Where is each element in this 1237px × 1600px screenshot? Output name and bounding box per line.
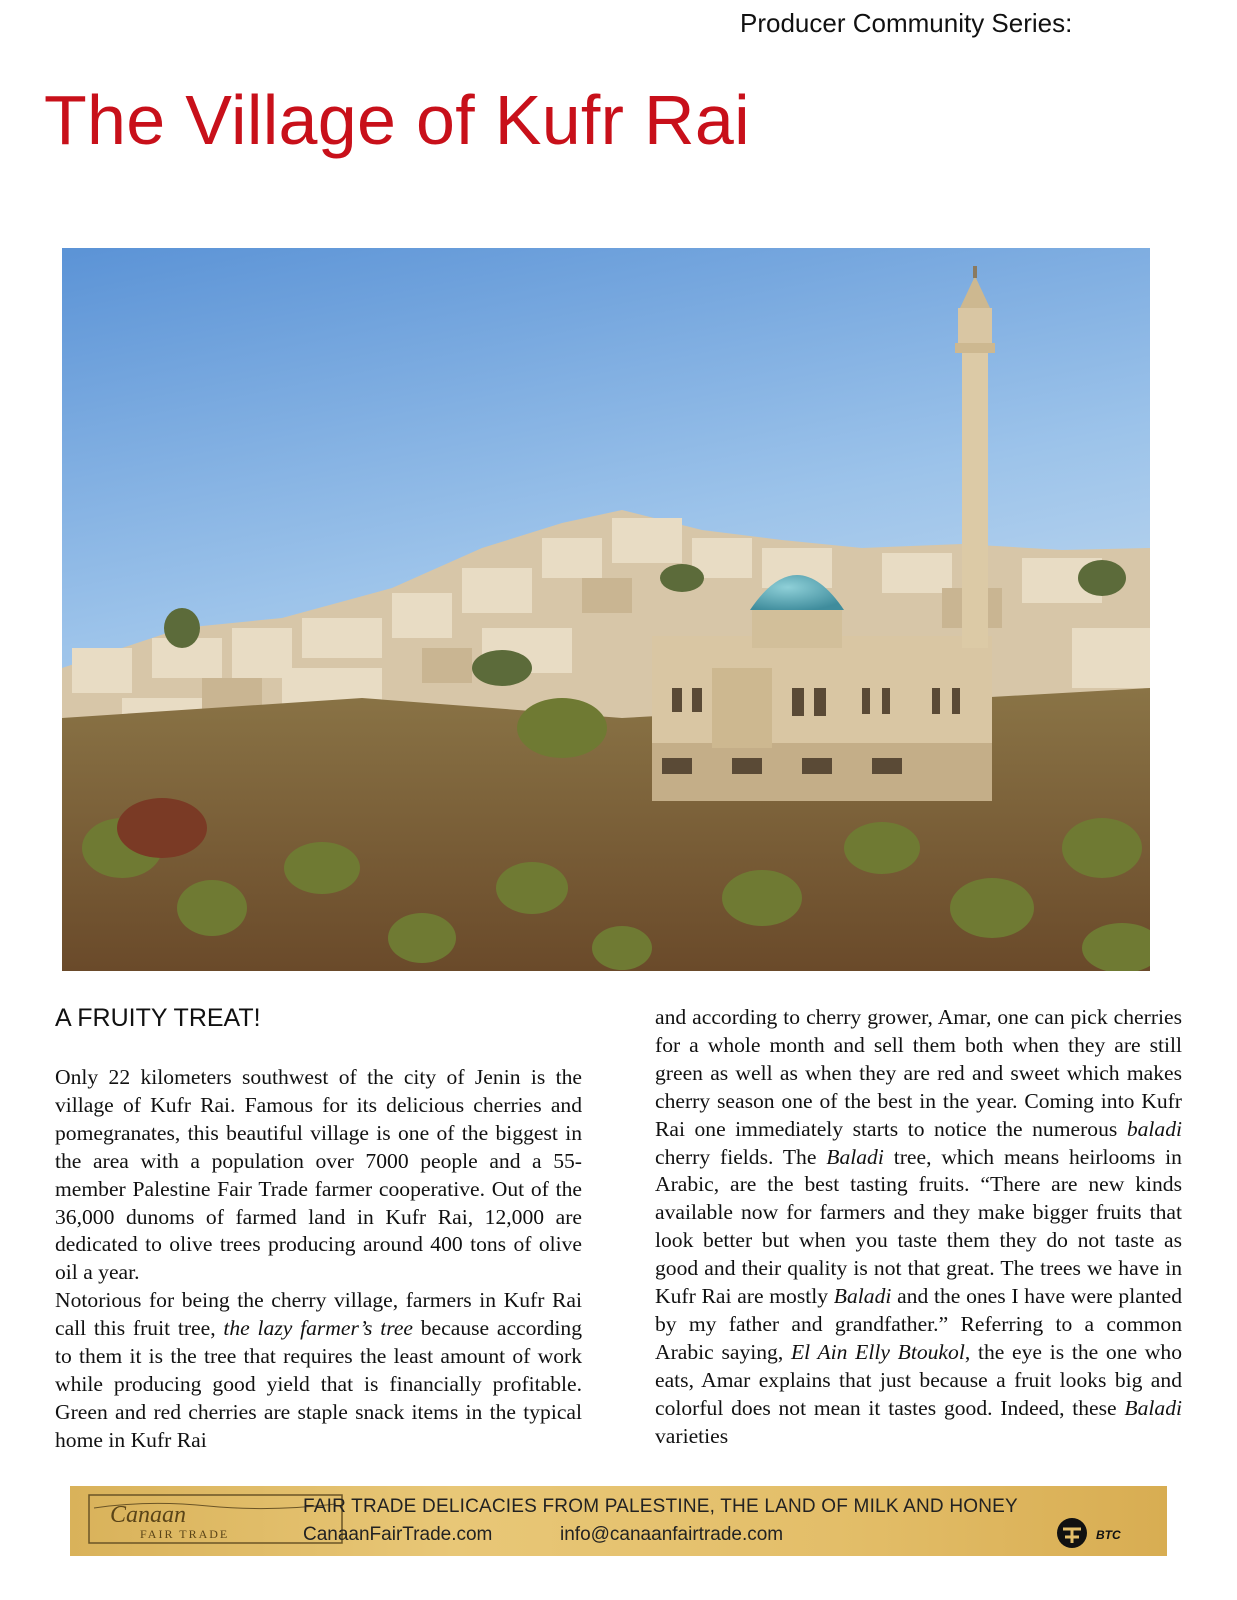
footer-banner [70,1486,1167,1556]
btc-logo-icon [1055,1516,1089,1550]
page-title: The Village of Kufr Rai [44,81,750,159]
section-heading: A FRUITY TREAT! [55,1004,261,1032]
website-link[interactable]: CanaanFairTrade.com [303,1524,493,1545]
series-label: Producer Community Series: [740,8,1073,38]
article-column-right [655,1004,1182,1451]
village-photo [62,248,1150,971]
svg-text:FAIR TRADE: FAIR TRADE [140,1527,230,1541]
btc-label: BTC [1096,1528,1121,1542]
paragraph-cherry-village: Notorious for being the cherry village, farmers in Kufr Rai call this fruit tree, the lazy farmer’s tree because according to them it is the tree that requires the least amount of work while producing good yield that is financially profitable. Green and red cherries are staple snack items in the typical home in Kufr Rai [55,1288,582,1452]
svg-text:Canaan: Canaan [110,1502,187,1528]
paragraph-intro: Only 22 kilometers southwest of the city of Jenin is the village of Kufr Rai. Famous for its delicious cherries and pomegranates, this beautiful village is one of the biggest in the area with a population over 7000 people and a 55-member Palestine Fair Trade farmer cooperative. Out of the 36,000 dunoms of farmed land in Kufr Rai, 12,000 are dedicated to olive trees producing around 400 tons of olive oil a year. [55,1065,582,1285]
email-link[interactable]: info@canaanfairtrade.com [560,1524,784,1545]
article-column-left [55,1064,582,1455]
banner-tagline: FAIR TRADE DELICACIES FROM PALESTINE, THE LAND OF MILK AND HONEY [303,1496,1018,1517]
paragraph-continued: and according to cherry grower, Amar, one can pick cherries for a whole month and sell them both when they are still green as well as when they are red and sweet which makes cherry season one of the best in the year. Coming into Kufr Rai one immediately starts to notice the numerous baladi cherry fields. The Baladi tree, which means heirlooms in Arabic, are the best tasting fruits. “There are new kinds available now for farmers and they make bigger fruits that look better but when you taste them they do not taste as good and their quality is not that great. The trees we have in Kufr Rai are mostly Baladi and the ones I have were planted by my father and grandfather.” Referring to a common Arabic saying, El Ain Elly Btoukol, the eye is the one who eats, Amar explains that just because a fruit looks big and colorful does not mean it tastes good. Indeed, these Baladi varieties [655,1005,1182,1448]
